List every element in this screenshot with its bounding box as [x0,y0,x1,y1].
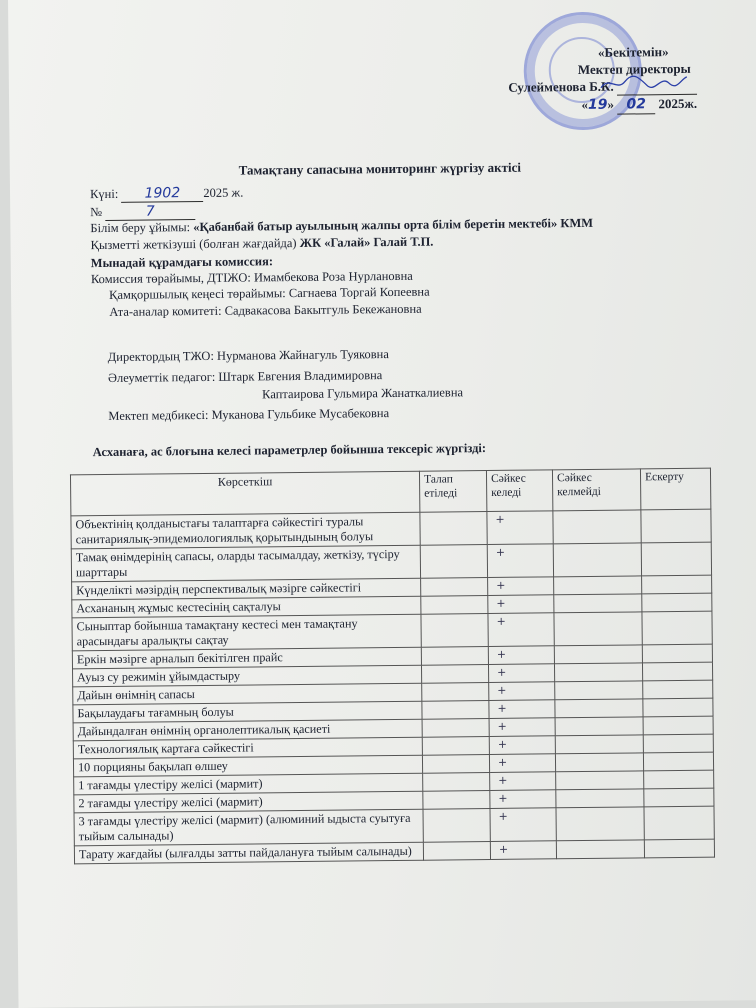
row-compliant-mark: + [488,577,554,596]
row-indicator: Асхананың жұмыс кестесінің сақталуы [72,596,421,618]
row-note [644,806,714,840]
row-note [644,788,714,807]
row-compliant-mark: + [490,790,556,809]
row-compliant-mark: + [490,772,556,791]
approval-day: 19 [587,96,608,113]
row-indicator: 1 тағамды үлестіру желісі (мармит) [74,773,423,795]
row-compliant-mark: + [489,682,555,701]
approval-year: 2025ж. [658,95,698,112]
row-noncompliant [554,645,642,664]
row-noncompliant [553,510,641,544]
approval-month: 02 [617,96,655,114]
director-signature [599,73,689,94]
row-compliant-mark: + [488,664,554,683]
approval-name: Сулейменова Б.К. [508,78,614,95]
row-required [420,545,487,579]
row-noncompliant [553,543,641,577]
commission-heading-text: Мынадай құрамдағы комиссия: [90,254,274,271]
date-quote-close: » [607,96,615,112]
document-title: Тамақтану сапасына мониторинг жүргізу актісі [238,159,521,178]
row-indicator: Тарату жағдайы (ылғалды затты пайдалануға тыйым салынады) [74,842,423,864]
row-noncompliant [554,576,642,595]
row-indicator: Еркін мәзірге арналып бекітілген прайс [72,647,421,669]
row-note [641,509,711,543]
row-indicator: 3 тағамды үлестіру желісі (мармит) (алюминий ыдыста суытуға тыйым салынады) [74,809,423,846]
commission-member: Қамқоршылық кеңесі төрайымы: Сагнаева Торгай Копеевна [109,284,430,302]
row-compliant-mark: + [487,511,553,545]
row-noncompliant [554,594,642,613]
row-noncompliant [554,663,642,682]
row-required [421,665,488,684]
commission-member: Комиссия төрайымы, ДТІЖО: Имамбекова Роза Нурлановна [90,268,413,287]
row-required [420,512,487,546]
commission-member: Ата-аналар комитеті: Садвакасова Бакытгуль Бекежановна [109,301,422,319]
inspection-table [70,468,715,865]
row-noncompliant [554,612,642,646]
row-indicator: 2 тағамды үлестіру желісі (мармит) [74,791,423,813]
row-noncompliant [555,735,643,754]
row-required [423,808,490,842]
row-note [642,593,712,612]
commission-heading [91,254,273,271]
row-note [642,662,712,681]
row-required [422,701,489,720]
row-note [643,716,713,735]
commission-member: Әлеуметтік педагог: Штарк Евгения Владимировна [107,368,383,385]
col-header-required: Талап етіледі [419,471,486,513]
row-noncompliant [555,753,643,772]
row-required [423,772,490,791]
org-label: Білім беру ұйымы: [90,220,191,236]
row-compliant-mark: + [488,595,554,614]
row-note [642,644,712,663]
row-indicator: Дайындалған өнімнің органолептикалық қасиеті [73,719,422,741]
row-indicator: Сыныптар бойынша тамақтану кестесі мен тамақтану арасындағы аралықты сақтау [72,614,421,651]
row-required [423,790,490,809]
number-label: № [90,205,103,220]
provider-label: Қызметті жеткізуші (болған жағдайда) [90,235,297,253]
row-compliant-mark: + [489,700,555,719]
row-required [421,596,488,615]
number-line [90,203,195,221]
row-indicator: Тамақ өнімдерінің сапасы, оларды тасымалдау, жеткізу, түсіру шарттары [71,545,420,582]
row-compliant-mark: + [488,613,554,647]
provider-value: ЖК «Галай» Галай Т.П. [299,234,434,250]
number-value: 7 [105,203,195,221]
row-required [422,737,489,756]
row-indicator: Дайын өнімнің сапасы [73,683,422,705]
date-suffix: 2025 ж. [203,185,244,200]
row-note [642,611,712,645]
row-required [421,578,488,597]
inspection-heading [93,441,486,460]
row-note [643,752,713,771]
row-note [644,770,714,789]
col-header-note: Ескерту [640,468,710,510]
row-required [422,719,489,738]
row-indicator: Бақылаудағы тағамның болуы [73,701,422,723]
row-compliant-mark: + [489,736,555,755]
row-note [644,839,714,858]
date-label: Күні: [89,186,119,202]
col-header-indicator: Көрсеткіш [70,471,419,516]
row-compliant-mark: + [490,808,556,842]
col-header-compliant: Сәйкес келеді [486,470,552,512]
row-indicator: Күнделікті мәзірдің перспективалық мәзірге сәйкестігі [72,578,421,600]
row-indicator: 10 порцияны бақылап өлшеу [73,755,422,777]
row-required [421,647,488,666]
commission-member: Мектеп медбикесі: Муканова Гульбике Мусабековна [108,406,390,423]
row-indicator: Ауыз су режимін ұйымдастыру [73,665,422,687]
approval-position: Мектеп директоры [577,60,691,78]
row-noncompliant [556,807,644,841]
row-noncompliant [555,699,643,718]
date-line [90,185,243,204]
approval-heading: «Бекітемін» [597,44,669,60]
row-note [643,680,713,699]
commission-member: Директордың ТЖО: Нурманова Жайнагуль Туяковна [107,347,389,364]
row-required [422,754,489,773]
date-quote-open: « [581,96,589,113]
row-compliant-mark: + [489,718,555,737]
row-required [422,683,489,702]
row-required [423,841,490,860]
row-compliant-mark: + [490,841,556,860]
org-value: «Қабанбай батыр ауылының жалпы орта білім беретін мектебі» КММ [193,215,594,235]
row-noncompliant [556,771,644,790]
row-compliant-mark: + [488,646,554,665]
col-header-noncompliant: Сәйкес келмейді [552,469,640,511]
commission-member: Каптаирова Гульмира Жанаткалиевна [262,385,464,402]
row-compliant-mark: + [487,544,553,578]
document-sheet [8,0,756,1008]
row-noncompliant [556,840,644,859]
approval-date [508,95,697,116]
row-compliant-mark: + [489,754,555,773]
row-note [643,698,713,717]
table-header-row [70,468,710,516]
row-noncompliant [555,717,643,736]
inspection-rows [71,509,715,864]
stamp-ring-text [526,18,638,19]
row-note [641,542,711,576]
provider-line [90,235,433,254]
row-noncompliant [555,681,643,700]
row-note [643,734,713,753]
row-indicator: Технологиялық картаға сәйкестігі [73,737,422,759]
row-noncompliant [556,789,644,808]
row-indicator: Объектінің қолданыстағы талаптарға сәйкестігі туралы санитариялық-эпидемиологиялық қорытындының болуы [71,512,420,549]
date-value: 1902 [121,185,203,203]
inspection-heading-text: Асханаға, ас блоғына келесі параметрлер бойынша тексеріс жүргізді: [92,441,487,460]
row-note [642,575,712,594]
row-required [421,614,488,648]
